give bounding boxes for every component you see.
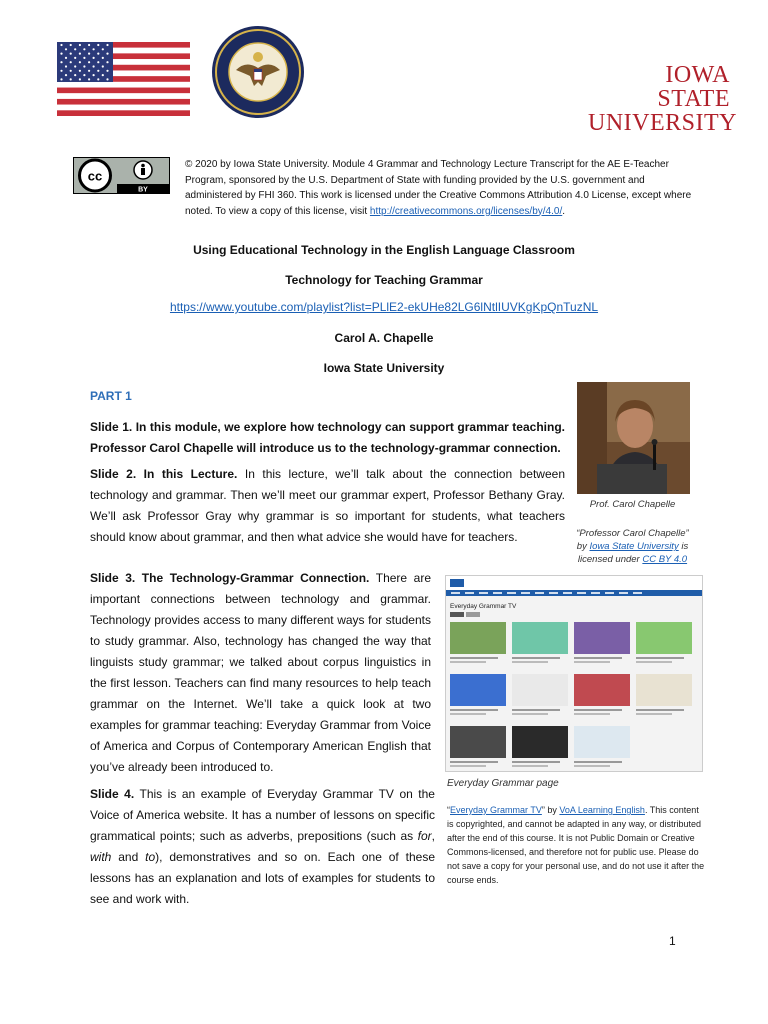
- voa-video-title-line: [574, 657, 622, 659]
- iowa-state-university-link[interactable]: Iowa State University: [589, 541, 679, 552]
- voa-nav-item: [591, 592, 600, 594]
- flag-star: [93, 57, 95, 59]
- voa-video-title-line: [574, 709, 622, 711]
- slide-1-paragraph: [90, 417, 565, 459]
- slide-2-body: In this lecture, we’ll talk about the connection between technology and grammar. Then we’ll meet our grammar expert, Professor Bethany Gray. We’ll ask Professor Gray why grammar is so important for students, what teachers should know about grammar, and then what advice she would have for teachers.: [90, 467, 565, 544]
- playlist-link-wrapper: [0, 300, 768, 314]
- cc-by-label: BY: [138, 186, 148, 194]
- slide-4-sep-1: ,: [431, 829, 435, 843]
- flag-star: [106, 70, 108, 72]
- voa-video-title-line: [636, 709, 684, 711]
- photo-credit-text-a: “Professor Carol Chapelle” by: [576, 528, 689, 552]
- voa-video-title-line: [450, 765, 486, 767]
- voa-video-title-line: [574, 765, 610, 767]
- flag-star: [88, 70, 90, 72]
- flag-star: [70, 70, 72, 72]
- voa-video-title-line: [450, 657, 498, 659]
- flag-star: [83, 57, 85, 59]
- slide-4-sep-2: and: [111, 850, 146, 864]
- youtube-playlist-link[interactable]: https://www.youtube.com/playlist?list=PLlE2-ekUHe82LG6lNtlIUVKgKpQnTuzNL: [169, 300, 599, 314]
- voa-video-title-line: [512, 765, 548, 767]
- voa-video-title-line: [636, 657, 684, 659]
- slide-2-paragraph: [90, 464, 565, 548]
- slide-4-example-for: for: [417, 829, 432, 843]
- voa-video-title-line: [636, 661, 672, 663]
- flag-star: [65, 65, 67, 67]
- flag-star: [60, 44, 62, 46]
- voa-nav-item: [479, 592, 488, 594]
- flag-star: [74, 74, 76, 76]
- slide-4-body-b: ), demonstratives and so on. Each one of these lessons has an explanation and lots of examples for students to see and work with.: [90, 850, 435, 906]
- page-number: 1: [669, 934, 676, 948]
- voa-nav-item: [507, 592, 516, 594]
- flag-star: [65, 57, 67, 59]
- flag-stripe: [57, 88, 190, 94]
- flag-stripe: [57, 105, 190, 111]
- voa-video-title-line: [574, 761, 622, 763]
- flag-star: [97, 70, 99, 72]
- flag-star: [97, 44, 99, 46]
- voa-nav-item: [535, 592, 544, 594]
- flag-star: [97, 53, 99, 55]
- slide-3-body: There are important connections between technology and grammar. Technology provides access to many different ways for students to study grammar. Also, technology has changed the way that linguists study grammar; we talked about corpus linguistics in the first lesson. Teachers can find many resources to help teach grammar on the Internet. We’ll take a quick look at two examples for grammar teaching: Everyday Grammar from Voice of America and Corpus of Contemporary American English that you’ve already been introduced to.: [90, 571, 431, 774]
- voa-nav-item: [577, 592, 586, 594]
- slide-3-label: Slide 3. The Technology-Grammar Connection.: [90, 571, 370, 585]
- flag-star: [106, 78, 108, 80]
- flag-star: [88, 78, 90, 80]
- flag-star: [74, 48, 76, 50]
- voa-credit-rest: . This content is copyrighted, and cannot be adapted in any way, or distributed after the end of this course. It is not Public Domain or Creative Commons-licensed, and therefore not for public use. Please do not save a copy for your personal use, and do not use it after the course ends.: [447, 805, 705, 885]
- creative-commons-by-badge: [73, 157, 170, 194]
- author-name: Carol A. Chapelle: [334, 331, 434, 345]
- voa-nav-item: [521, 592, 530, 594]
- flag-star: [97, 78, 99, 80]
- flag-star: [60, 78, 62, 80]
- voa-caption: Everyday Grammar page: [447, 778, 559, 789]
- voa-video-thumbnail: [512, 674, 568, 706]
- voa-video-title-line: [636, 713, 672, 715]
- flag-star: [60, 70, 62, 72]
- flag-star: [79, 70, 81, 72]
- voa-page-thumbnail: [446, 576, 702, 771]
- flag-stripe: [57, 99, 190, 105]
- attribution-icon: [141, 164, 145, 168]
- slide-2-label: Slide 2. In this Lecture.: [90, 467, 238, 481]
- voa-video-thumbnail: [450, 622, 506, 654]
- flag-star: [70, 78, 72, 80]
- voa-video-title-line: [512, 709, 560, 711]
- slide-4-label: Slide 4.: [90, 787, 135, 801]
- voa-video-thumbnail: [450, 726, 506, 758]
- voa-video-thumbnail: [450, 674, 506, 706]
- voa-video-thumbnail: [574, 726, 630, 758]
- flag-star: [65, 74, 67, 76]
- voa-credit: [447, 803, 705, 887]
- voa-nav-item: [619, 592, 628, 594]
- voa-video-title-line: [512, 713, 548, 715]
- voa-video-title-line: [512, 761, 560, 763]
- flag-star: [70, 61, 72, 63]
- flag-star: [79, 44, 81, 46]
- author-affiliation: Iowa State University: [323, 361, 445, 375]
- flag-stripe: [57, 93, 190, 99]
- voa-nav-item: [549, 592, 558, 594]
- voa-video-title-line: [450, 709, 498, 711]
- flag-star: [74, 57, 76, 59]
- flag-star: [70, 53, 72, 55]
- voa-video-thumbnail: [636, 622, 692, 654]
- flag-star: [83, 48, 85, 50]
- photo-caption: Prof. Carol Chapelle: [589, 499, 676, 510]
- everyday-grammar-tv-link[interactable]: Everyday Grammar TV: [450, 805, 542, 815]
- professor-photo: [577, 382, 690, 494]
- voa-video-thumbnail: [512, 726, 568, 758]
- cc-license-link[interactable]: http://creativecommons.org/licenses/by/4.0/: [369, 205, 563, 217]
- flag-star: [88, 61, 90, 63]
- flag-stripe: [57, 110, 190, 116]
- flag-star: [79, 53, 81, 55]
- flag-star: [106, 53, 108, 55]
- slide-3-paragraph: [90, 568, 431, 778]
- flag-star: [102, 48, 104, 50]
- flag-star: [102, 65, 104, 67]
- voa-video-title-line: [450, 761, 498, 763]
- flag-stripe: [57, 82, 190, 88]
- slide-4-example-to: to: [145, 850, 156, 864]
- flag-star: [60, 61, 62, 63]
- slide-4-paragraph: [90, 784, 435, 910]
- flag-star: [83, 74, 85, 76]
- photo-credit: [570, 527, 695, 566]
- flag-star: [60, 53, 62, 55]
- voa-video-thumbnail: [574, 622, 630, 654]
- flag-star: [70, 44, 72, 46]
- voa-video-title-line: [450, 713, 486, 715]
- voa-video-thumbnail: [574, 674, 630, 706]
- flag-star: [79, 78, 81, 80]
- flag-star: [106, 61, 108, 63]
- voa-video-title-line: [574, 713, 610, 715]
- voa-nav-item: [493, 592, 502, 594]
- voa-logo-icon: [450, 579, 464, 587]
- voa-nav-item: [605, 592, 614, 594]
- flag-star: [93, 65, 95, 67]
- us-flag-image: [57, 42, 190, 116]
- slide-4-body-a: This is an example of Everyday Grammar TV on the Voice of America website. It has a number of lessons on specific grammatical points; such as adverbs, prepositions (such as: [90, 787, 435, 843]
- voa-nav-item: [465, 592, 474, 594]
- everyday-grammar-screenshot: [445, 575, 703, 772]
- flag-star: [83, 65, 85, 67]
- copyright-text: © 2020 by Iowa State University. Module 4 Grammar and Technology Lecture Transcript for the AE E-Teacher Program, sponsored by the U.S. Department of State with funding provided by the U.S. government and administered by FHI 360. This work is licensed under the Creative Commons Attribution 4.0 License, except where noted. To view a copy of this license, visit: [185, 159, 692, 217]
- voa-nav-item: [563, 592, 572, 594]
- voa-video-thumbnail: [636, 674, 692, 706]
- copyright-notice: [185, 157, 695, 219]
- cc-by-4-link[interactable]: CC BY 4.0: [642, 554, 688, 565]
- flag-star: [88, 53, 90, 55]
- voa-learning-english-link[interactable]: VoA Learning English: [559, 805, 645, 815]
- slide-1-label: Slide 1. In this module, we explore how technology can support grammar teaching. Professor Carol Chapelle will introduce us to the technology-grammar connection.: [90, 420, 565, 455]
- copyright-end: .: [562, 205, 566, 217]
- voa-page-title: Everyday Grammar TV: [450, 603, 517, 610]
- voa-video-title-line: [574, 661, 610, 663]
- flag-star: [65, 48, 67, 50]
- flag-star: [79, 61, 81, 63]
- flag-star: [74, 65, 76, 67]
- isu-logo-line-2: UNIVERSITY: [588, 110, 737, 136]
- voa-nav-item: [451, 592, 460, 594]
- flag-star: [93, 48, 95, 50]
- voa-nav-item: [633, 592, 642, 594]
- flag-star: [88, 44, 90, 46]
- voa-credit-quote-open: “: [447, 805, 450, 815]
- iowa-state-university-logo: [588, 62, 737, 136]
- flag-star: [93, 74, 95, 76]
- flag-star: [102, 57, 104, 59]
- document-subtitle: Technology for Teaching Grammar: [285, 273, 483, 287]
- part-heading: PART 1: [90, 389, 132, 403]
- flag-star: [97, 61, 99, 63]
- flag-star: [102, 74, 104, 76]
- voa-credit-by: ” by: [541, 805, 560, 815]
- voa-video-title-line: [512, 657, 560, 659]
- voa-video-title-line: [512, 661, 548, 663]
- isu-logo-line-1: IOWA STATE: [657, 62, 730, 112]
- voa-video-title-line: [450, 661, 486, 663]
- flag-star: [106, 44, 108, 46]
- department-of-state-seal-image: [210, 24, 306, 120]
- cc-icon: cc: [87, 168, 103, 184]
- voa-video-thumbnail: [512, 622, 568, 654]
- photo-credit-text-b: is licensed under: [577, 541, 689, 565]
- slide-4-example-with: with: [90, 850, 112, 864]
- document-title: Using Educational Technology in the English Language Classroom: [193, 243, 575, 257]
